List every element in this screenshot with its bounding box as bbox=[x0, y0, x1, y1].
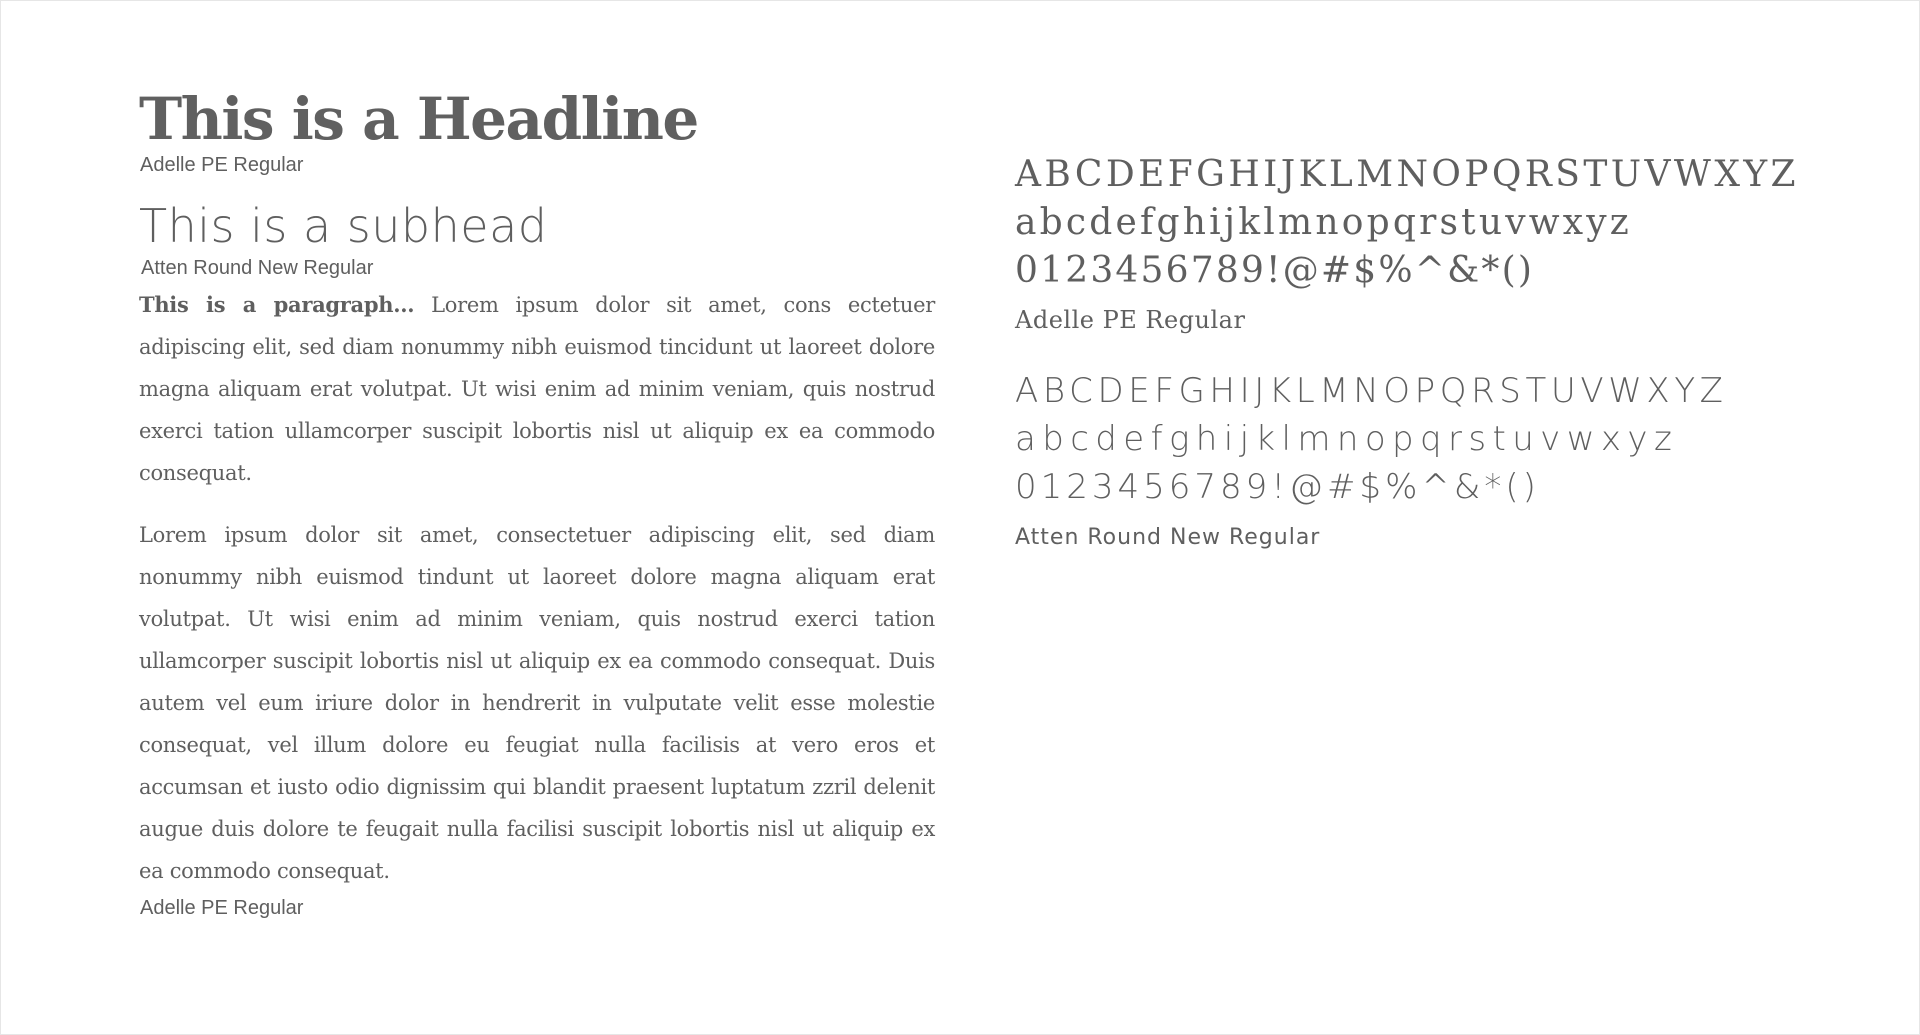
atten-digits-symbols: 0123456789!@#$%^&*() bbox=[1015, 467, 1540, 507]
paragraph-1-body: Lorem ipsum dolor sit amet, cons ectetuer adipiscing elit, sed diam nonummy nibh euismod tincidunt ut laoreet dolore magna aliquam erat volutpat. Ut wisi enim ad minim veniam, quis nostrud exerci tation ullamcorper suscipit lobortis nisl ut aliquip ex ea commodo consequat. bbox=[139, 293, 935, 485]
subhead-font-caption: Atten Round New Regular bbox=[141, 257, 374, 279]
headline-sample: This is a Headline bbox=[139, 85, 698, 153]
paragraph-sample-1 bbox=[139, 284, 935, 494]
adelle-uppercase: ABCDEFGHIJKLMNOPQRSTUVWXYZ bbox=[1015, 154, 1799, 195]
adelle-lowercase: abcdefghijklmnopqrstuvwxyz bbox=[1015, 202, 1632, 243]
typography-samples-column bbox=[139, 79, 935, 920]
adelle-digits-symbols: 0123456789!@#$%^&*() bbox=[1015, 250, 1535, 291]
character-sets-column bbox=[1015, 151, 1835, 553]
adelle-set-caption: Adelle PE Regular bbox=[1015, 306, 1246, 334]
atten-set-caption: Atten Round New Regular bbox=[1015, 525, 1321, 550]
headline-font-caption: Adelle PE Regular bbox=[140, 154, 304, 176]
atten-character-set bbox=[1015, 367, 1835, 553]
atten-lowercase: abcdefghijklmnopqrstuvwxyz bbox=[1015, 419, 1679, 459]
atten-uppercase: ABCDEFGHIJKLMNOPQRSTUVWXYZ bbox=[1015, 371, 1728, 411]
paragraph-font-caption: Adelle PE Regular bbox=[140, 897, 304, 919]
paragraph-lead: This is a paragraph... bbox=[139, 292, 415, 317]
adelle-character-set bbox=[1015, 151, 1835, 337]
subhead-sample: This is a subhead bbox=[139, 199, 548, 253]
paragraph-sample-2: Lorem ipsum dolor sit amet, consectetuer adipiscing elit, sed diam nonummy nibh euismod tindunt ut laoreet dolore magna aliquam erat volutpat. Ut wisi enim ad minim veniam, quis nostrud exerci tation ullamcorper suscipit lobortis nisl ut aliquip ex ea commodo consequat. Duis autem vel eum iriure dolor in hendrerit in vulputate velit esse molestie consequat, vel illum dolore eu feugiat nulla facilisis at vero eros et accumsan et iusto odio dignissim qui blandit praesent luptatum zzril delenit augue duis dolore te feugait nulla facilisi suscipit lobortis nisl ut aliquip ex ea commodo consequat. bbox=[139, 523, 935, 883]
